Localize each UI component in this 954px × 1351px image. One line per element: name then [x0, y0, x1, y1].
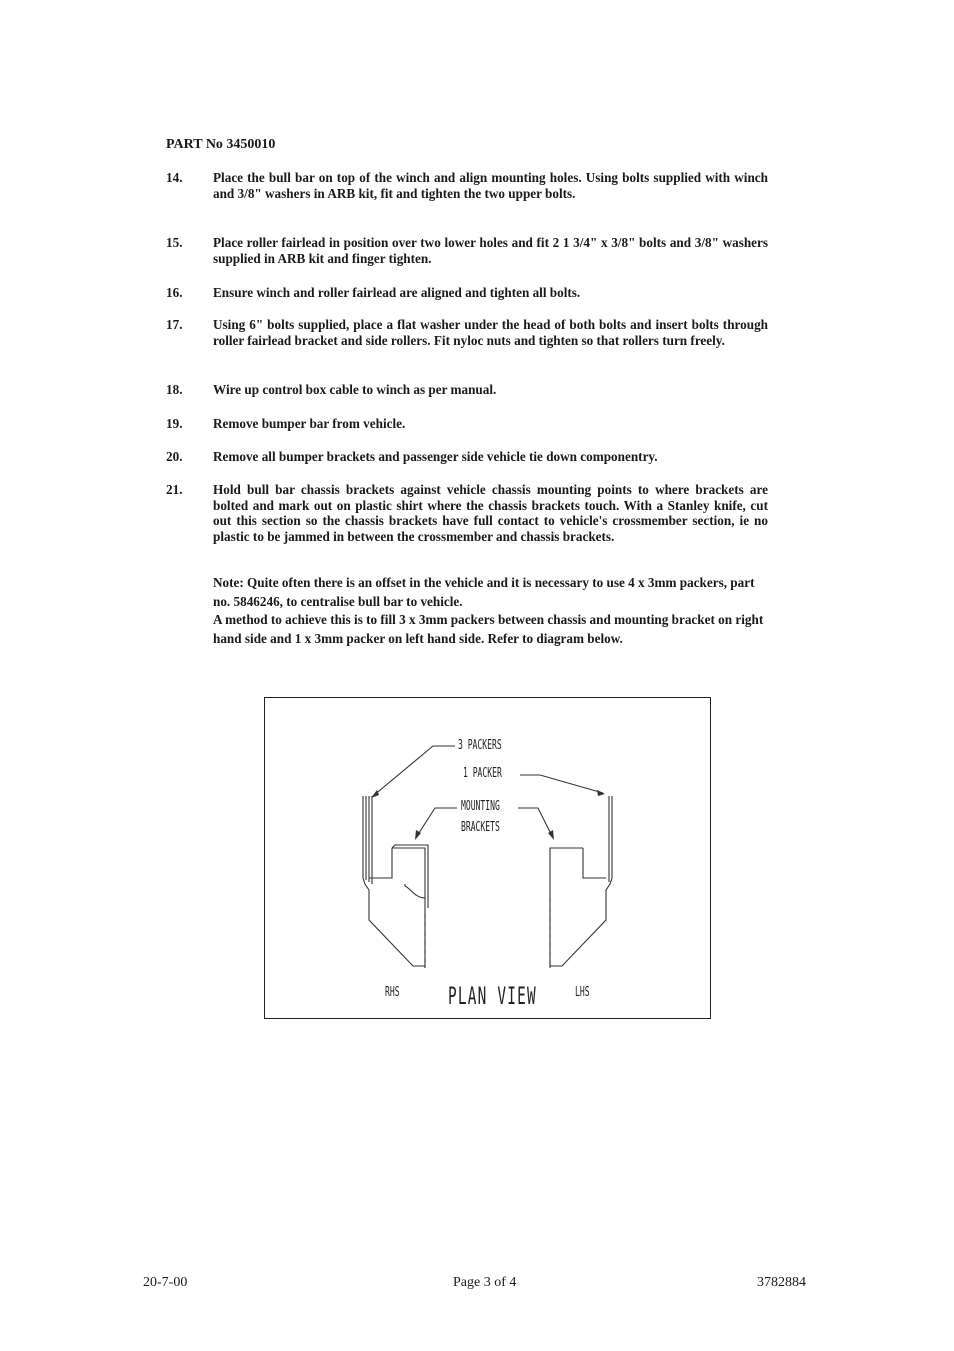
- step-number: 19.: [166, 416, 183, 431]
- step-text: Remove all bumper brackets and passenger side vehicle tie down componentry.: [213, 449, 658, 464]
- diagram-title: PLAN VIEW: [448, 982, 537, 1010]
- note-block: [213, 574, 769, 648]
- step-number: 15.: [166, 235, 183, 250]
- step-20: [166, 449, 768, 465]
- step-text: Place roller fairlead in position over two lower holes and fit 2 1 3/4" x 3/8" bolts and 3/8" washers supplied in ARB kit and finger tighten.: [213, 235, 768, 266]
- step-18: [166, 382, 768, 398]
- step-text: Using 6" bolts supplied, place a flat washer under the head of both bolts and insert bolts through roller fairlead bracket and side rollers. Fit nyloc nuts and tighten so that rollers turn freely.: [213, 317, 768, 348]
- footer-date: 20-7-00: [143, 1275, 188, 1290]
- note-line-2: A method to achieve this is to fill 3 x 3mm packers between chassis and mounting bracket on right hand side and 1 x 3mm packer on left hand side. Refer to diagram below.: [213, 612, 764, 646]
- footer-document-number: 3782884: [757, 1275, 806, 1290]
- step-number: 14.: [166, 170, 183, 185]
- label-3-packers: 3 PACKERS: [458, 738, 502, 753]
- arrow-mounting-right: [518, 808, 552, 836]
- note-line-1: Note: Quite often there is an offset in the vehicle and it is necessary to use 4 x 3mm packers, part no. 5846246, to centralise bull bar to vehicle.: [213, 575, 755, 609]
- footer-page-number: Page 3 of 4: [453, 1275, 517, 1290]
- label-lhs: LHS: [575, 985, 590, 1000]
- step-14: [166, 170, 768, 201]
- step-text: Remove bumper bar from vehicle.: [213, 416, 406, 431]
- step-15: [166, 235, 768, 266]
- step-number: 16.: [166, 285, 183, 300]
- lhs-chassis-outline: [550, 796, 612, 966]
- plan-view-diagram: [264, 697, 711, 1019]
- label-brackets: BRACKETS: [461, 820, 500, 835]
- step-number: 17.: [166, 317, 183, 332]
- label-1-packer: 1 PACKER: [463, 766, 502, 781]
- arrow-3-packers: [373, 746, 455, 796]
- step-text: Hold bull bar chassis brackets against vehicle chassis mounting points to where brackets are bolted and mark out on plastic shirt where the chassis brackets touch. With a Stanley knife, cut out this section so the chassis brackets have full contact to vehicle's crossmember section, ie no plastic to be jammed in between the crossmember and chassis brackets.: [213, 482, 768, 544]
- label-mounting: MOUNTING: [461, 799, 500, 814]
- step-number: 20.: [166, 449, 183, 464]
- step-text: Ensure winch and roller fairlead are aligned and tighten all bolts.: [213, 285, 581, 300]
- step-text: Place the bull bar on top of the winch and align mounting holes. Using bolts supplied with winch and 3/8" washers in ARB kit, fit and tighten the two upper bolts.: [213, 170, 768, 201]
- step-number: 18.: [166, 382, 183, 397]
- step-text: Wire up control box cable to winch as per manual.: [213, 382, 497, 397]
- label-rhs: RHS: [385, 985, 400, 1000]
- arrow-1-packer: [520, 775, 603, 793]
- step-number: 21.: [166, 482, 183, 497]
- arrow-mounting-left: [417, 808, 457, 836]
- step-19: [166, 416, 768, 432]
- step-16: [166, 285, 768, 301]
- step-21: [166, 482, 768, 544]
- part-number: PART No 3450010: [166, 137, 276, 152]
- step-17: [166, 317, 768, 348]
